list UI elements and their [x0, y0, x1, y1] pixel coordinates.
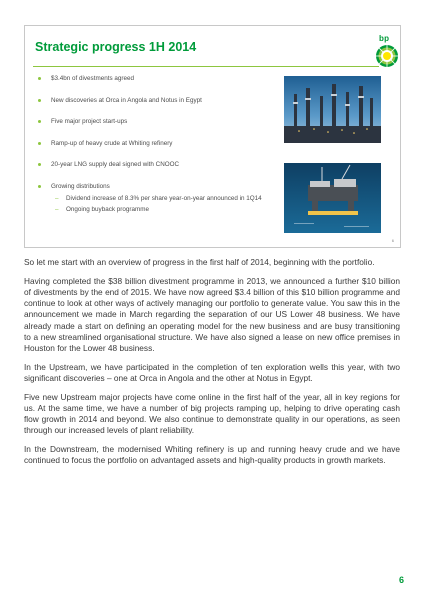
presentation-slide [24, 25, 401, 248]
sub-bullet-text: Ongoing buyback programme [66, 205, 149, 213]
paragraph: Having completed the $38 billion divestment programme in 2013, we announced a further $10 billion of divestments by the end of 2015. We have now agreed $3.4 billion of this $10 billion programme and continue to look at other ways of actively managing our portfolio to generate value. You saw this in the announcement we made in March regarding the separation of our US Lower 48 business. We have already made a start on defining an operating model for the new business and are busy transitioning to a new streamlined organisational structure. We have also signed a lease on new office premises in Houston for the Lower 48 business. [24, 275, 400, 354]
bullet-text: New discoveries at Orca in Angola and Notus in Egypt [51, 96, 202, 104]
sub-bullet-text: Dividend increase of 8.3% per share year-on-year announced in 1Q14 [66, 194, 262, 202]
bullet-item [33, 74, 283, 83]
bullet-item [33, 139, 283, 148]
page-number: 6 [399, 575, 405, 585]
bullet-text: Growing distributions [51, 182, 110, 190]
slide-title: Strategic progress 1H 2014 [35, 40, 197, 54]
dash-icon: – [55, 205, 59, 213]
paragraph: So let me start with an overview of progress in the first half of 2014, beginning with the portfolio. [24, 257, 375, 267]
bullet-dot [38, 99, 41, 102]
sub-bullet-item [51, 206, 283, 214]
bullet-item [33, 182, 283, 214]
title-divider [33, 66, 379, 67]
bullet-text: Five major project start-ups [51, 118, 128, 125]
bullet-dot [38, 77, 41, 80]
bullet-dot [38, 163, 41, 166]
slide-number: 6 [391, 238, 394, 243]
dash-icon: – [55, 194, 59, 202]
bullet-dot [38, 142, 41, 145]
paragraph: In the Downstream, the modernised Whiting refinery is up and running heavy crude and we have continued to focus the portfolio on advantaged assets and high-quality products in growth markets. [24, 444, 400, 466]
sub-bullet-item [51, 195, 283, 203]
body-text [24, 257, 400, 474]
bullet-item [33, 160, 283, 169]
offshore-platform-photo [284, 163, 381, 233]
slide-bullet-list [33, 74, 283, 226]
bp-logo [375, 34, 399, 70]
refinery-photo [284, 76, 381, 143]
bullet-text: 20-year LNG supply deal signed with CNOOC [51, 161, 180, 168]
bullet-item [33, 117, 283, 126]
bullet-text: Ramp-up of heavy crude at Whiting refinery [51, 139, 173, 147]
bullet-text: $3.4bn of divestments agreed [51, 75, 134, 82]
paragraph: Five new Upstream major projects have come online in the first half of the year, all in key regions for us. At the same time, we have a number of big projects ramping up, helping to drive operating cash flow growth in 2014 and beyond. We also continue to demonstrate quality in our operations, as seen through our increased levels of plant reliability. [24, 391, 400, 436]
bullet-item [33, 96, 283, 105]
paragraph: In the Upstream, we have participated in the completion of ten exploration wells this year, with two significant discoveries – one at Orca in Angola and the other at Notus in Egypt. [24, 361, 400, 384]
sub-bullet-list [51, 195, 283, 214]
bullet-dot [38, 185, 41, 188]
bp-logo-text: bp [379, 34, 390, 43]
bullet-dot [38, 120, 41, 123]
helios-icon [375, 44, 399, 68]
